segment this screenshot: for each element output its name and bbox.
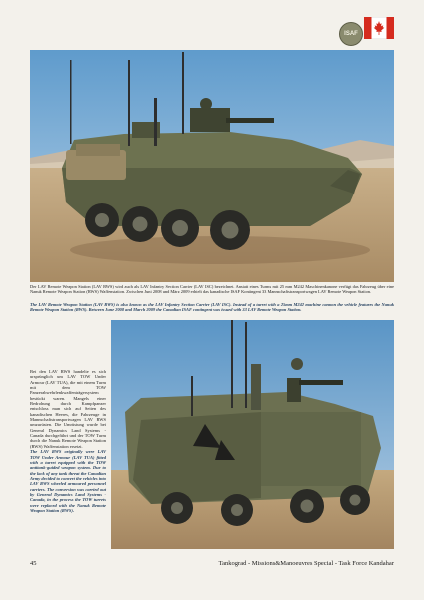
running-footer: Tankograd - Missions&Manoeuvres Special - Task Force Kandahar [218,560,394,567]
page-number: 45 [30,560,37,567]
caption-english: The LAV Remote Weapon Station (LAV RWS) is also known as the LAV Infantry Section Carrier (LAV ISC). Instead of a turret with a 25mm M242 machine cannon the vehicle features the Nanuk Remote Weapon Station (RWS). Between June 2008 and March 2009 the Canadian ISAF contingent was issued with 33 LAV Remote Weapon Station. [30,302,394,313]
lav-rws-side-view-photo [30,50,394,282]
caption-german: Der LAV Remote Weapon Station (LAV RWS) wird auch als LAV Infantry Section Carrier (LAV ISC) bezeichnet. Anstatt eines Turms mit 25 mm M242 Maschinenkanone verfügt das Fahrzeug über eine Nanuk Remote Weapon Station (RWS) Waffenstation. Zwischen Juni 2008 und März 2009 erhielt das kanadische ISAF Kontingent 33 Mannschaftstransportwagen LAV Remote Weapon Station. [30,284,394,295]
side-text-german: Bei den LAV RWS handelte es sich ursprünglich um LAV TOW Under Armour (LAV TUA), die mit einem Turm mit dem TOW Panzerabwehrlenkwaffenträgersystem bestückt waren. Mangels einer Bedrohung durch Kampfpanzer entschloss man sich auf Seiten des kanadischen Heeres, die Fahrzeuge in Mannschaftstransportwagen LAV RWS umzurüsten. Die Umrüstung wurde bei General Dynamics Land Systems - Canada durchgeführt und der TOW Turm durch die Nanuk Remote Weapon Station (RWS) Waffenstation ersetzt. [30,369,106,449]
lav-rws-rear-view-photo [111,320,394,549]
canada-flag-icon [364,17,394,39]
isaf-badge-icon: ISAF [339,22,363,46]
side-text-column [30,369,106,513]
side-text-english: The LAV RWS originally were LAV TOW Under Armour (LAV TUA) fitted with a turret equipped with the TOW antitank-guided weapon system. Due to the lack of any tank threat the Canadian Army decided to convert the vehicles into LAV RWS wheeled armoured personnel carriers. The conversion was carried out by General Dynamics Land Systems - Canada, in the process the TOW turrets were replaced with the Nanuk Remote Weapon Station (RWS). [30,449,106,513]
